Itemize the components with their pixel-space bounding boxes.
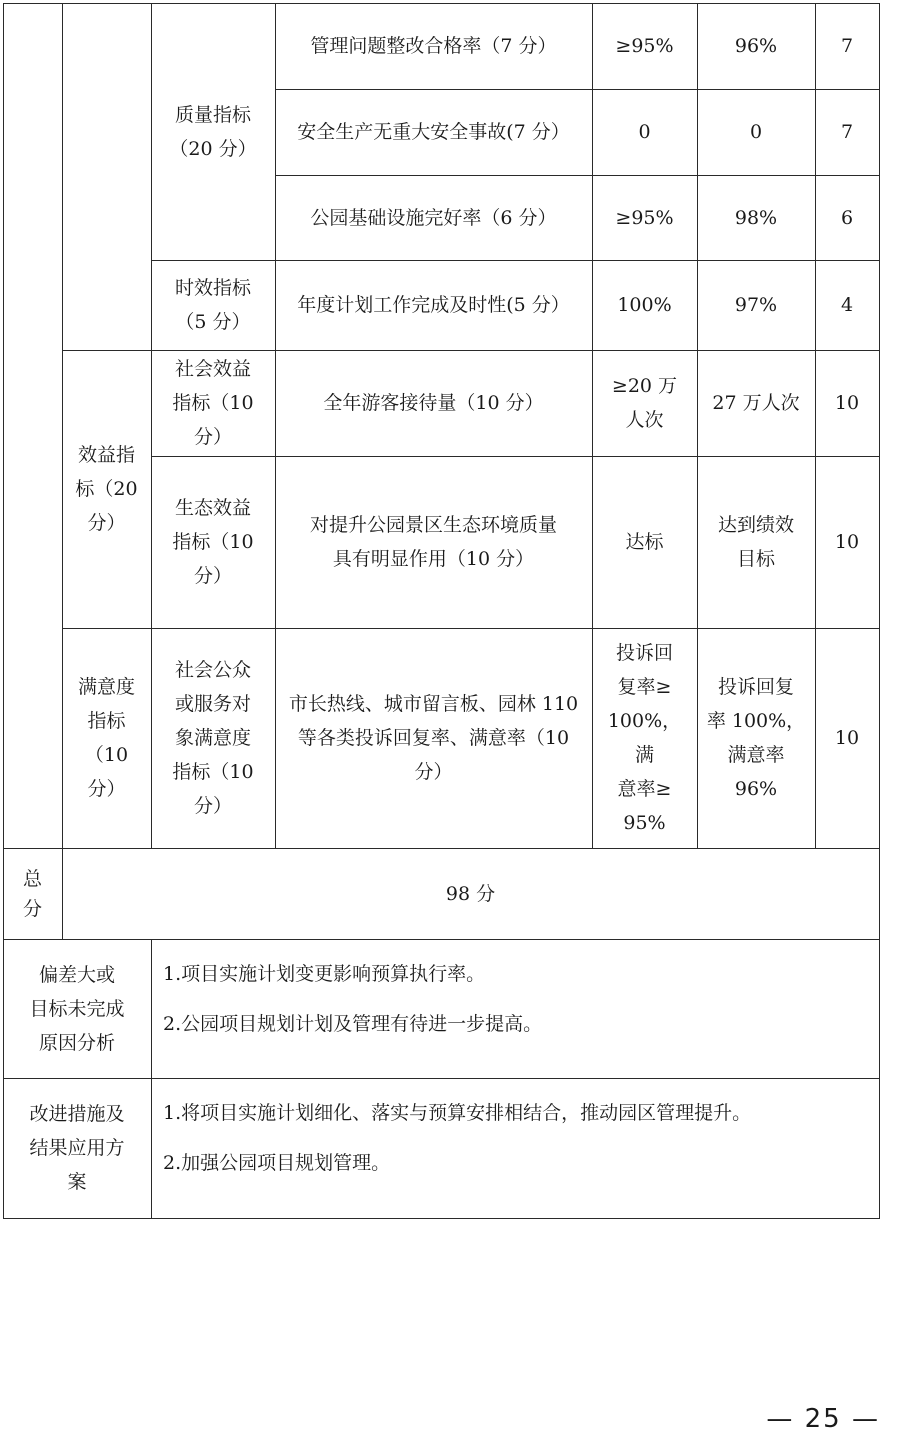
indicator-cell: 管理问题整改合格率（7 分） xyxy=(310,35,557,57)
total-label: 总 分 xyxy=(22,867,42,920)
target-cell: 0 xyxy=(638,121,651,143)
score-cell: 7 xyxy=(840,35,854,57)
deviation-item: 1.项目实施计划变更影响预算执行率。 xyxy=(163,963,486,985)
indicator-cell: 全年游客接待量（10 分） xyxy=(323,392,544,414)
timeliness-indicator-label: 时效指标 （5 分） xyxy=(174,277,251,333)
score-cell: 10 xyxy=(834,727,860,749)
actual-cell: 96% xyxy=(734,35,778,57)
score-cell: 6 xyxy=(840,206,854,229)
actual-cell: 27 万人次 xyxy=(712,392,800,414)
quality-indicator-label: 质量指标 （20 分） xyxy=(169,103,257,160)
improvement-plan-content xyxy=(151,1078,879,1218)
ecological-benefit-label: 生态效益 指标（10 分） xyxy=(172,497,254,587)
improvement-item: 2.加强公园项目规划管理。 xyxy=(163,1152,391,1174)
deviation-analysis-label: 偏差大或 目标未完成 原因分析 xyxy=(29,963,125,1054)
page-number: — 25 — xyxy=(766,1404,880,1434)
benefit-indicator-label: 效益指 标（20 分） xyxy=(75,444,138,534)
score-cell: 7 xyxy=(840,121,854,143)
actual-cell: 98% xyxy=(734,206,778,229)
indicator-cell: 公园基础设施完好率（6 分） xyxy=(310,206,557,229)
total-score-value: 98 分 xyxy=(445,882,496,905)
target-cell: 投诉回 复率≥ 100%，满 意率≥ 95% xyxy=(607,642,682,834)
score-cell: 10 xyxy=(834,392,860,414)
actual-cell: 投诉回复 率 100%， 满意率 96% xyxy=(706,676,806,800)
improvement-plan-label: 改进措施及 结果应用方 案 xyxy=(29,1103,125,1193)
satisfaction-indicator-label: 满意度 指标 （10 分） xyxy=(77,676,135,800)
indicator-cell: 对提升公园景区生态环境质量 具有明显作用（10 分） xyxy=(309,514,557,570)
public-satisfaction-label: 社会公众 或服务对 象满意度 指标（10 分） xyxy=(172,659,254,817)
target-cell: ≥20 万 人次 xyxy=(611,375,678,431)
indicator-cell: 安全生产无重大安全事故(7 分） xyxy=(297,121,570,143)
improvement-item: 1.将项目实施计划细化、落实与预算安排相结合，推动园区管理提升。 xyxy=(163,1102,752,1124)
deviation-analysis-content xyxy=(151,939,879,1078)
score-cell: 4 xyxy=(840,294,854,316)
target-cell: ≥95% xyxy=(615,35,674,57)
indicator-cell: 市长热线、城市留言板、园林 110 等各类投诉回复率、满意率（10 分） xyxy=(288,693,579,783)
social-benefit-label: 社会效益 指标（10 分） xyxy=(172,358,254,448)
actual-cell: 97% xyxy=(734,294,778,316)
target-cell: 达标 xyxy=(625,531,664,553)
actual-cell: 达到绩效 目标 xyxy=(717,514,794,570)
deviation-item: 2.公园项目规划计划及管理有待进一步提高。 xyxy=(163,1013,543,1035)
actual-cell: 0 xyxy=(749,121,763,143)
target-cell: ≥95% xyxy=(615,206,674,229)
target-cell: 100% xyxy=(617,294,672,316)
indicator-cell: 年度计划工作完成及时性(5 分） xyxy=(297,294,570,316)
score-cell: 10 xyxy=(834,531,860,553)
